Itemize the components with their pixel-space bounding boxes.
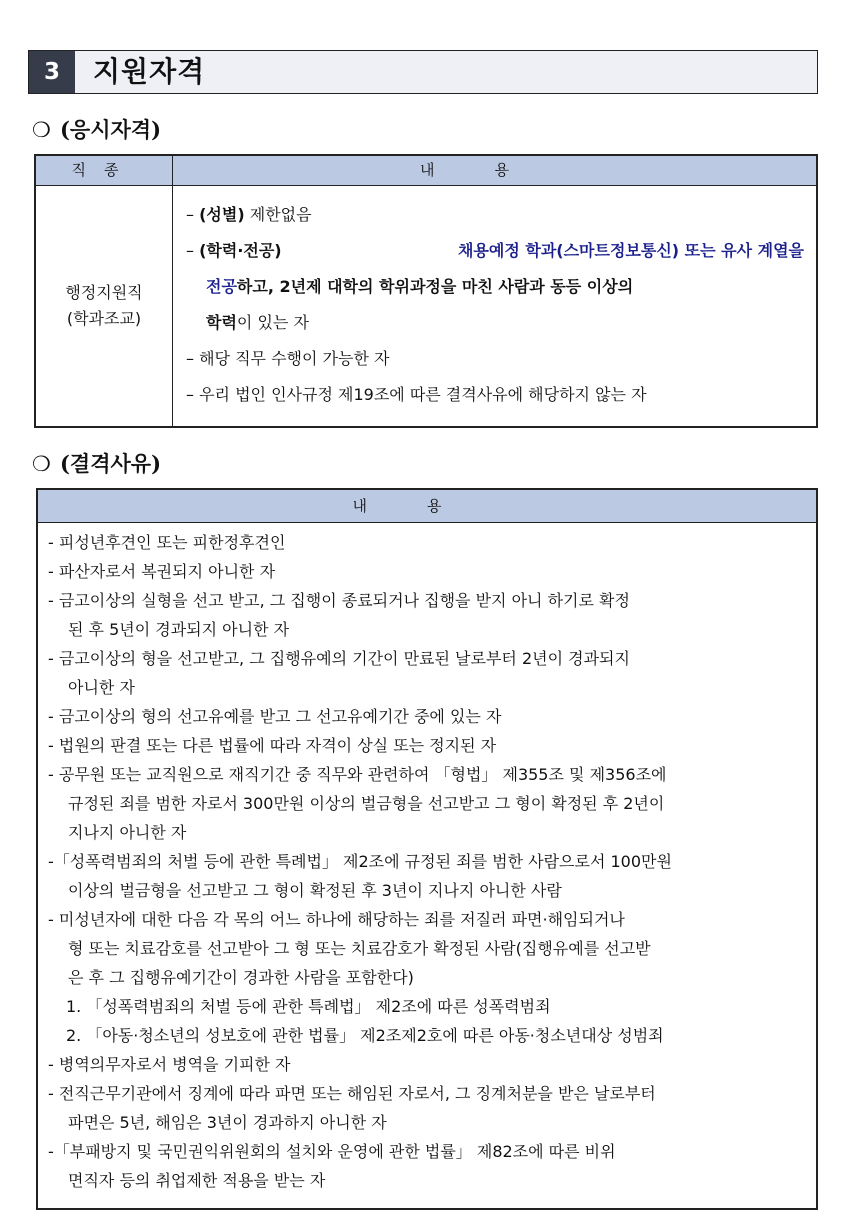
section-header	[28, 50, 818, 94]
disq-line: 지나지 아니한 자	[68, 823, 187, 842]
disq-line: 은 후 그 집행유예기간이 경과한 사람을 포함한다)	[68, 968, 414, 987]
disq-line: 이상의 벌금형을 선고받고 그 형이 확정된 후 3년이 지나지 아니한 사람	[68, 881, 562, 900]
qual-item-education-end-bold: 학력	[206, 313, 237, 332]
qualifications-table	[34, 154, 818, 428]
circle-bullet-icon: ❍	[32, 452, 51, 476]
disq-line: 아니한 자	[68, 678, 135, 697]
qual-item-education-major-cont: 전공	[206, 277, 237, 296]
qual-item-gender: – (성별) 제한없음	[186, 205, 312, 224]
disq-line: - 금고이상의 형을 선고받고, 그 집행유예의 기간이 만료된 날로부터 2년이 경과되지	[48, 649, 630, 668]
qual-item-gender-label: (성별)	[199, 205, 245, 224]
job-name-line2: (학과조교)	[66, 309, 142, 328]
section-number: 3	[29, 51, 75, 93]
qual-item-education-line1: – (학력·전공) 채용예정 학과(스마트정보통신) 또는 유사 계열을	[186, 238, 804, 261]
header-job: 직종	[36, 156, 173, 186]
disq-line: - 전직근무기관에서 징계에 따라 파면 또는 해임된 자로서, 그 징계처분을 받은 날로부터	[48, 1084, 656, 1103]
qual-item-education-line3	[206, 310, 309, 333]
disq-line: -「부패방지 및 국민권익위원회의 설치와 운영에 관한 법률」 제82조에 따른 비위	[48, 1142, 616, 1161]
disq-line: - 공무원 또는 교직원으로 재직기간 중 직무와 관련하여 「형법」 제355조 및 제356조에	[48, 765, 667, 784]
disq-line: - 금고이상의 실형을 선고 받고, 그 집행이 종료되거나 집행을 받지 아니 하기로 확정	[48, 591, 630, 610]
disq-line: 2. 「아동·청소년의 성보호에 관한 법률」 제2조제2호에 따른 아동·청소년대상 성범죄	[66, 1026, 664, 1045]
qual-item-duty-text: 해당 직무 수행이 가능한 자	[199, 349, 390, 368]
disq-line: - 병역의무자로서 병역을 기피한 자	[48, 1055, 291, 1074]
qual-item-education-major: 채용예정 학과(스마트정보통신) 또는 유사 계열을	[457, 241, 804, 260]
disqualifications-heading	[32, 448, 161, 478]
disq-line: 형 또는 치료감호를 선고받아 그 형 또는 치료감호가 확정된 사람(집행유예를 선고받	[68, 939, 651, 958]
disq-line: 면직자 등의 취업제한 적용을 받는 자	[68, 1171, 326, 1190]
disqualifications-table	[36, 488, 818, 1210]
qual-item-education-label: (학력·전공)	[199, 241, 282, 260]
qualifications-heading	[32, 114, 161, 144]
disq-line: - 피성년후견인 또는 피한정후견인	[48, 533, 286, 552]
qual-item-duty: – 해당 직무 수행이 가능한 자	[186, 349, 390, 368]
section-title: 지원자격	[93, 55, 206, 88]
disq-line: -「성폭력범죄의 처벌 등에 관한 특례법」 제2조에 규정된 죄를 범한 사람으로서 100만원	[48, 852, 672, 871]
qualifications-heading-text: (응시자격)	[60, 117, 162, 142]
header-content: 내용	[173, 156, 816, 186]
disqualifications-header: 내용	[38, 490, 816, 523]
disq-line: 된 후 5년이 경과되지 아니한 자	[68, 620, 290, 639]
qual-item-education-rest: 하고, 2년제 대학의 학위과정을 마친 사람과 동등 이상의	[236, 277, 634, 296]
disq-line: - 법원의 판결 또는 다른 법률에 따라 자격이 상실 또는 정지된 자	[48, 736, 497, 755]
qual-item-gender-text: 제한없음	[249, 205, 312, 224]
disq-line: 파면은 5년, 해임은 3년이 경과하지 아니한 자	[68, 1113, 387, 1132]
circle-bullet-icon: ❍	[32, 118, 51, 142]
disq-line: 1. 「성폭력범죄의 처벌 등에 관한 특례법」 제2조에 따른 성폭력범죄	[66, 997, 551, 1016]
qual-item-rule-text: 우리 법인 인사규정 제19조에 따른 결격사유에 해당하지 않는 자	[199, 385, 647, 404]
disq-line: 규정된 죄를 범한 자로서 300만원 이상의 벌금형을 선고받고 그 형이 확정된 후 2년이	[68, 794, 665, 813]
qual-item-rule: – 우리 법인 인사규정 제19조에 따른 결격사유에 해당하지 않는 자	[186, 385, 647, 404]
job-name-line1: 행정지원직	[65, 283, 143, 302]
job-cell	[36, 186, 173, 426]
disqualifications-heading-text: (결격사유)	[60, 451, 162, 476]
disq-line: - 파산자로서 복권되지 아니한 자	[48, 562, 276, 581]
qual-item-education-end: 이 있는 자	[236, 313, 309, 332]
job-name	[36, 280, 172, 332]
disq-line: - 금고이상의 형의 선고유예를 받고 그 선고유예기간 중에 있는 자	[48, 707, 502, 726]
qual-item-education-line2	[206, 274, 804, 297]
disq-line: - 미성년자에 대한 다음 각 목의 어느 하나에 해당하는 죄를 저질러 파면·해임되거나	[48, 910, 625, 929]
